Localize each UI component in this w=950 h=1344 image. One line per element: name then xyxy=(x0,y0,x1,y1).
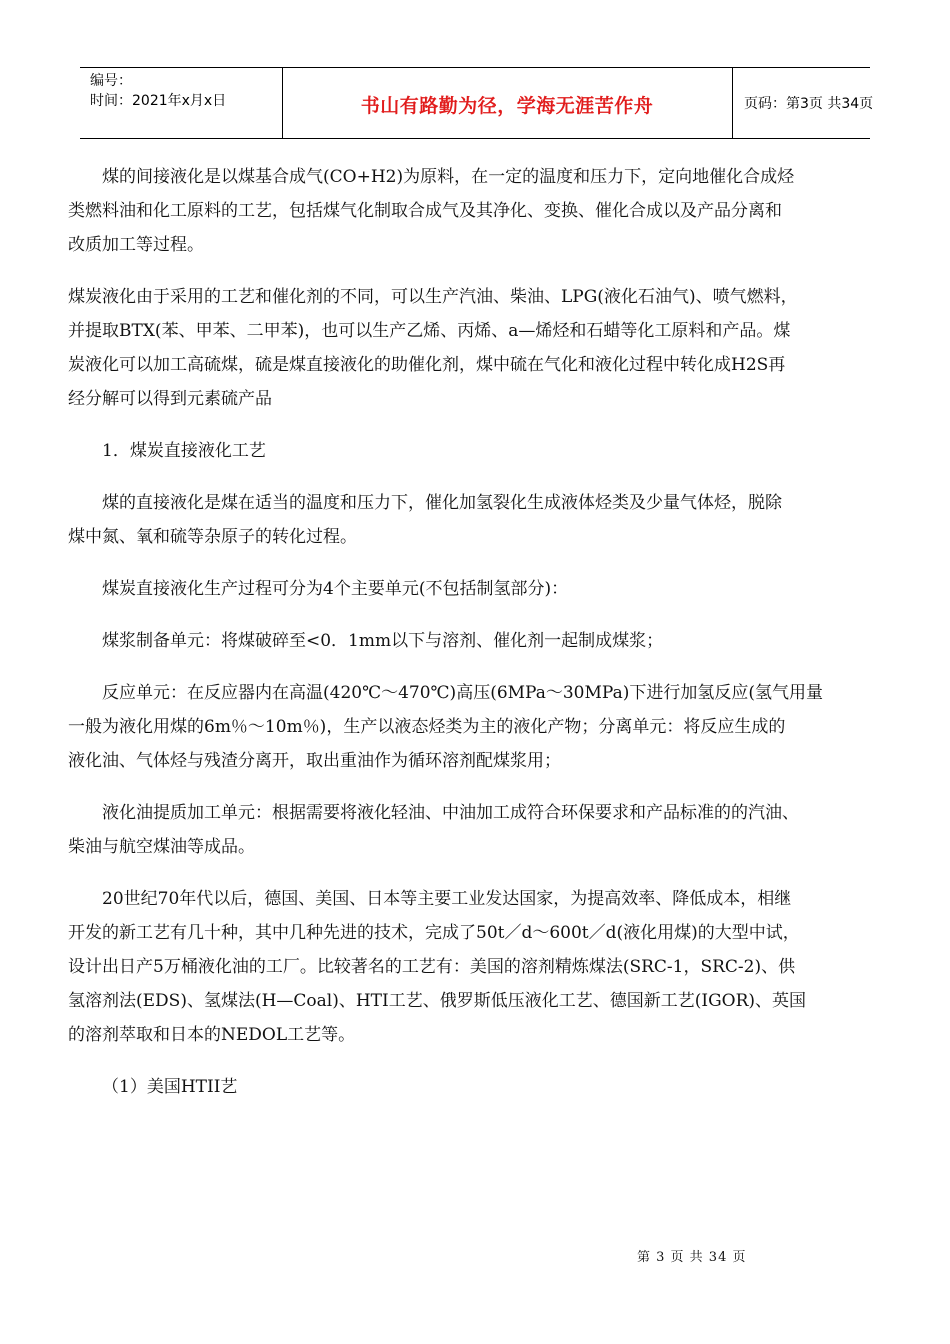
paragraph-slurry-unit xyxy=(68,624,890,658)
document-body xyxy=(68,160,890,1104)
header-motto: 书山有路勤为径，学海无涯苦作舟 xyxy=(360,95,654,117)
paragraph-reaction-unit xyxy=(68,676,890,778)
paragraph-new-processes xyxy=(68,882,890,1052)
section-heading-direct-liquefaction xyxy=(68,434,890,468)
text-line: 改质加工等过程。 xyxy=(68,235,204,255)
text-line: 经分解可以得到元素硫产品 xyxy=(68,389,272,409)
text-line: 氢溶剂法(EDS)、氢煤法(H—Coal)、HTI工艺、俄罗斯低压液化工艺、德国新工艺(IGOR)、英国 xyxy=(68,991,807,1011)
text-line: 20世纪70年代以后，德国、美国、日本等主要工业发达国家，为提高效率、降低成本，相继 xyxy=(102,889,792,909)
text-line: 煤炭直接液化生产过程可分为4个主要单元(不包括制氢部分)： xyxy=(102,579,569,599)
document-number-label: 编号： xyxy=(90,73,132,89)
text-line: 一般为液化用煤的6m％～10m％)，生产以液态烃类为主的液化产物；分离单元：将反应生成的 xyxy=(68,717,786,737)
text-line: 煤浆制备单元：将煤破碎至<0．1mm以下与溶剂、催化剂一起制成煤浆； xyxy=(102,631,664,651)
text-line: 炭液化可以加工高硫煤，硫是煤直接液化的助催化剂，煤中硫在气化和液化过程中转化成H2S再 xyxy=(68,355,786,375)
header-motto-cell xyxy=(282,68,733,138)
text-line: 开发的新工艺有几十种，其中几种先进的技术，完成了50t／d～600t／d(液化用煤)的大型中试， xyxy=(68,923,800,943)
text-line: 煤的直接液化是煤在适当的温度和压力下，催化加氢裂化生成液体烃类及少量气体烃，脱除 xyxy=(102,493,782,513)
paragraph-process-units xyxy=(68,572,890,606)
text-line: 柴油与航空煤油等成品。 xyxy=(68,837,255,857)
document-header xyxy=(80,67,874,139)
text-line: 液化油、气体烃与残渣分离开，取出重油作为循环溶剂配煤浆用； xyxy=(68,751,561,771)
heading-text: 1．煤炭直接液化工艺 xyxy=(102,441,266,461)
text-line: 煤的间接液化是以煤基合成气(CO+H2)为原料，在一定的温度和压力下，定向地催化合成烃 xyxy=(102,167,795,187)
section-heading-hti xyxy=(68,1070,890,1104)
text-line: 设计出日产5万桶液化油的工厂。比较著名的工艺有：美国的溶剂精炼煤法(SRC-1，SRC-2)、供 xyxy=(68,957,796,977)
text-line: 反应单元：在反应器内在高温(420℃～470℃)高压(6MPa～30MPa)下进行加氢反应(氢气用量 xyxy=(102,683,823,703)
header-page-cell xyxy=(732,68,874,138)
page-footer: 第 3 页 共 34 页 xyxy=(637,1250,747,1265)
header-info-cell xyxy=(80,68,283,138)
text-line: 液化油提质加工单元：根据需要将液化轻油、中油加工成符合环保要求和产品标准的的汽油、 xyxy=(102,803,799,823)
heading-text: （1）美国HTII艺 xyxy=(102,1077,238,1097)
text-line: 煤炭液化由于采用的工艺和催化剂的不同，可以生产汽油、柴油、LPG(液化石油气)、喷气燃料， xyxy=(68,287,798,307)
text-line: 的溶剂萃取和日本的NEDOL工艺等。 xyxy=(68,1025,356,1045)
paragraph-direct-liquefaction-definition xyxy=(68,486,890,554)
text-line: 并提取BTX(苯、甲苯、二甲苯)，也可以生产乙烯、丙烯、a—烯烃和石蜡等化工原料和产品。煤 xyxy=(68,321,791,341)
text-line: 类燃料油和化工原料的工艺，包括煤气化制取合成气及其净化、变换、催化合成以及产品分离和 xyxy=(68,201,782,221)
paragraph-liquefaction-products xyxy=(68,280,890,416)
document-date: 时间：2021年x月x日 xyxy=(90,93,227,109)
text-line: 煤中氮、氧和硫等杂原子的转化过程。 xyxy=(68,527,357,547)
paragraph-upgrading-unit xyxy=(68,796,890,864)
paragraph-indirect-liquefaction xyxy=(68,160,890,262)
header-page-code: 页码：第3页 共34页 xyxy=(744,96,874,112)
